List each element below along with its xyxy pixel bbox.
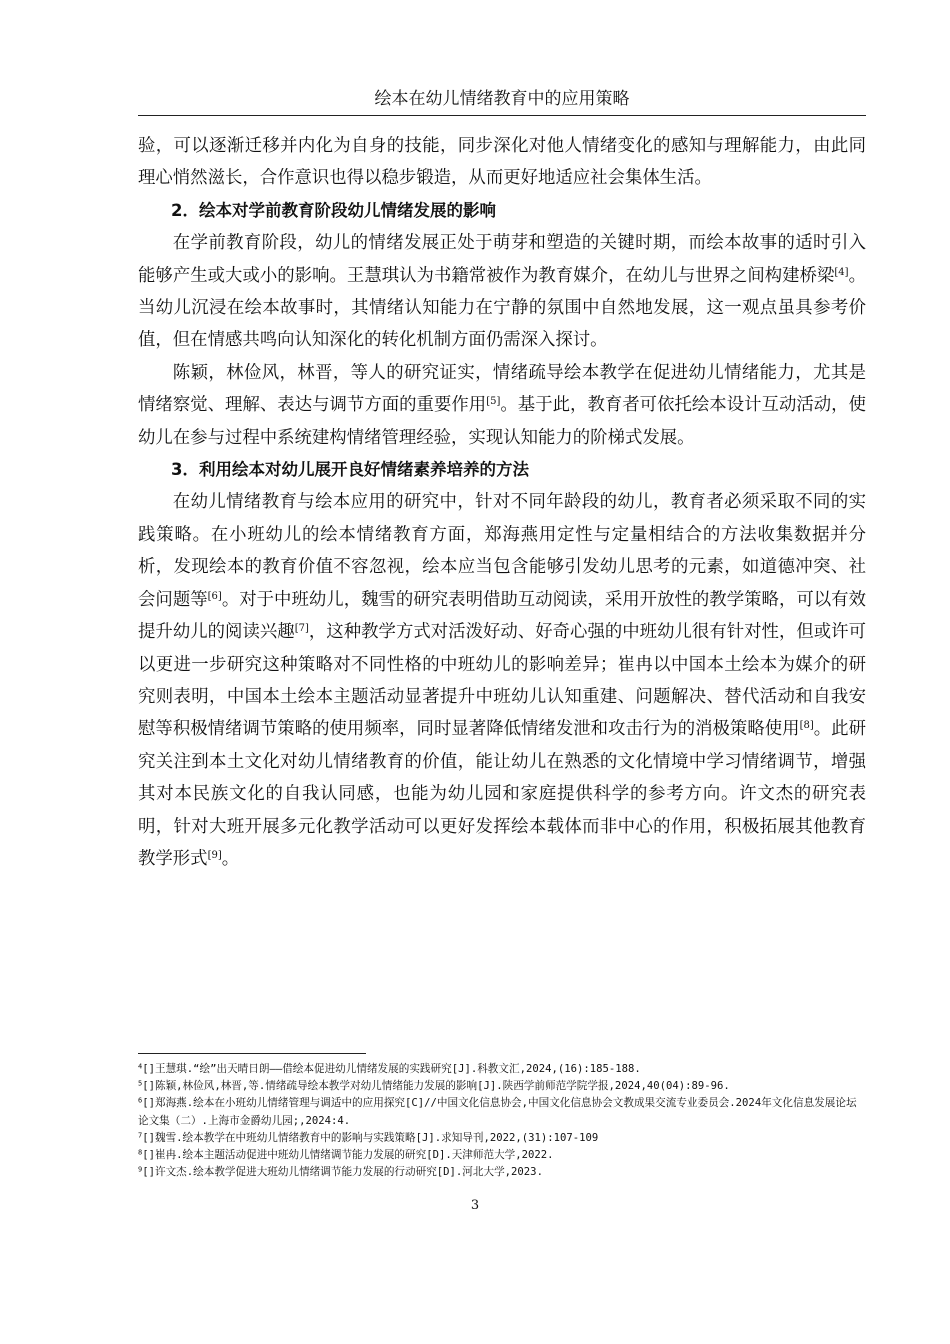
footnote-text: []陈颖,林俭风,林晋,等.情绪疏导绘本教学对幼儿情绪能力发展的影响[J].陕西学前师范学院学报,2024,40(04):89-96. (142, 1080, 730, 1093)
citation-ref-4: [4] (834, 266, 849, 278)
paragraph-chen-study (138, 357, 866, 454)
footnote-6 (138, 1095, 866, 1129)
paragraph-text: 。 (221, 848, 240, 869)
footnote-number: 8 (138, 1148, 143, 1157)
page-number: 3 (470, 1198, 480, 1213)
paragraph-text: 。对于中班幼儿，魏雪的研究表明借助互动阅读，采用开放性的教学策略，可以有效提升幼儿的阅读兴趣 (138, 589, 866, 643)
footnote-5 (138, 1078, 866, 1095)
body-text (138, 130, 866, 875)
section-heading-2: 2．绘本对学前教育阶段幼儿情绪发展的影响 (171, 200, 496, 220)
citation-ref-8: [8] (799, 720, 814, 732)
footnote-text: []许文杰.绘本教学促进大班幼儿情绪调节能力发展的行动研究[D].河北大学,2023. (142, 1166, 543, 1179)
footnote-text: []魏雪.绘本教学在中班幼儿情绪教育中的影响与实践策略[J].求知导刊,2022,(31):107-109 (142, 1131, 599, 1144)
footnote-rule (138, 1053, 366, 1054)
footnote-7 (138, 1130, 866, 1147)
paragraph-methods (138, 486, 866, 875)
paragraph-continued: 验，可以逐渐迁移并内化为自身的技能，同步深化对他人情绪变化的感知与理解能力，由此同理心悄然滋长，合作意识也得以稳步锻造，从而更好地适应社会集体生活。 (138, 136, 866, 189)
paragraph-text: 。基于此，教育者可依托绘本设计互动活动，使幼儿在参与过程中系统建构情绪管理经验，实现认知能力的阶梯式发展。 (138, 395, 866, 448)
footnote-4 (138, 1061, 866, 1078)
footnote-text: []王慧琪.“绘”出天晴日朗——借绘本促进幼儿情绪发展的实践研究[J].科教文汇,2024,(16):185-188. (142, 1063, 641, 1075)
footnote-number: 4 (138, 1062, 143, 1071)
paragraph-text: 在幼儿情绪教育与绘本应用的研究中，针对不同年龄段的幼儿，教育者必须采取不同的实践策略。在小班幼儿的绘本情绪教育方面，郑海燕用定性与定量相结合的方法收集数据并分析，发现绘本的教育价值不容忽视，绘本应当包含能够引发幼儿思考的元素，如道德冲突、社会问题等 (138, 492, 866, 610)
footnotes (138, 1061, 866, 1181)
footnote-text: []崔冉.绘本主题活动促进中班幼儿情绪调节能力发展的研究[D].天津师范大学,2022. (142, 1149, 554, 1162)
paragraph-preschool-impact (138, 227, 866, 357)
citation-ref-6: [6] (207, 590, 222, 602)
footnote-number: 5 (138, 1079, 143, 1088)
footnote-number: 9 (138, 1165, 143, 1174)
running-header: 绘本在幼儿情绪教育中的应用策略 (374, 89, 630, 109)
paragraph-text: 。当幼儿沉浸在绘本故事时，其情绪认知能力在宁静的氛围中自然地发展，这一观点虽具参考价值，但在情感共鸣向认知深化的转化机制方面仍需深入探讨。 (138, 265, 866, 351)
section-heading-3: 3．利用绘本对幼儿展开良好情绪素养培养的方法 (171, 460, 529, 480)
paragraph-text: 陈颖，林俭风，林晋，等人的研究证实，情绪疏导绘本教学在促进幼儿情绪能力，尤其是情绪察觉、理解、表达与调节方面的重要作用 (138, 362, 866, 416)
paragraph-text: ，这种教学方式对活泼好动、好奇心强的中班幼儿很有针对性，但或许可以更进一步研究这种策略对不同性格的中班幼儿的影响差异；崔冉以中国本土绘本为媒介的研究则表明，中国本土绘本主题活动显著提升中班幼儿认知重建、问题解决、替代活动和自我安慰等积极情绪调节策略的使用频率，同时显著降低情绪发泄和攻击行为的消极策略使用 (138, 622, 866, 740)
footnote-number: 7 (138, 1131, 143, 1140)
footnote-number: 6 (138, 1096, 143, 1105)
paragraph-text: 。此研究关注到本土文化对幼儿情绪教育的价值，能让幼儿在熟悉的文化情境中学习情绪调节，增强其对本民族文化的自我认同感，也能为幼儿园和家庭提供科学的参考方向。许文杰的研究表明，针对大班开展多元化教学活动可以更好发挥绘本载体而非中心的作用，积极拓展其他教育教学形式 (138, 719, 866, 869)
citation-ref-5: [5] (486, 396, 501, 408)
footnote-9 (138, 1164, 866, 1181)
footnote-8 (138, 1147, 866, 1164)
citation-ref-7: [7] (294, 623, 309, 635)
paragraph-text: 在学前教育阶段，幼儿的情绪发展正处于萌芽和塑造的关键时期，而绘本故事的适时引入能够产生或大或小的影响。王慧琪认为书籍常被作为教育媒介，在幼儿与世界之间构建桥梁 (138, 233, 866, 286)
citation-ref-9: [9] (207, 849, 222, 861)
header-rule (138, 115, 866, 116)
footnote-text: []郑海燕.绘本在小班幼儿情绪管理与调适中的应用探究[C]//中国文化信息协会,中国文化信息协会文教成果交流专业委员会.2024年文化信息发展论坛论文集（二）.上海市金爵幼儿园;,2024:4. (138, 1097, 857, 1127)
